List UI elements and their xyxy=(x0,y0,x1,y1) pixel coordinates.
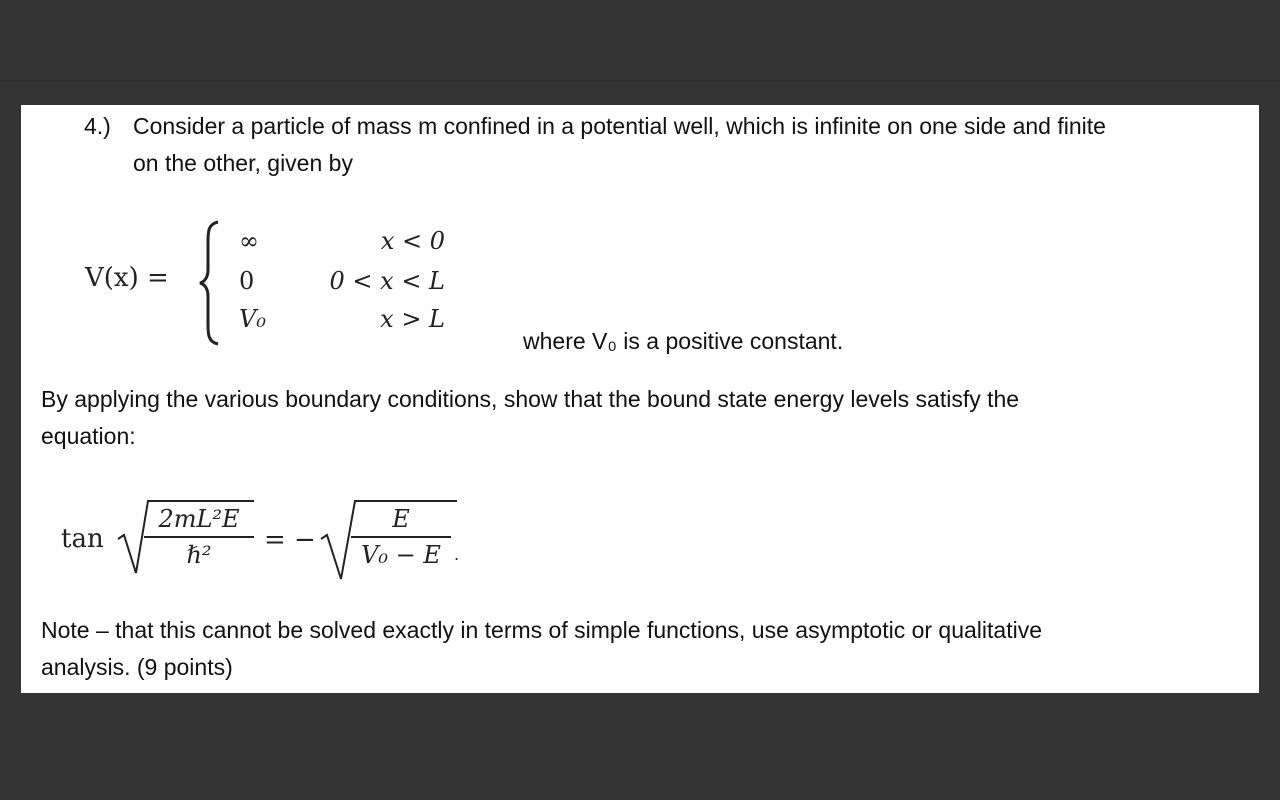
case-condition-2: 0 < x < L xyxy=(329,267,445,295)
case-value-zero: 0 xyxy=(239,267,255,295)
right-fraction-bar xyxy=(351,536,451,538)
left-numerator: 2mL²E xyxy=(158,505,240,533)
note-line-1: Note – that this cannot be solved exactly in terms of simple functions, use asymptotic or qualitative xyxy=(41,617,1042,643)
intro-line-1: Consider a particle of mass m confined in a potential well, which is infinite on one side and finite xyxy=(133,113,1106,139)
task-line-2: equation: xyxy=(41,423,136,449)
note-line-2: analysis. (9 points) xyxy=(41,654,233,680)
case-value-v0: V₀ xyxy=(239,305,266,333)
potential-lhs: V(x) = xyxy=(85,263,169,293)
equation-period: . xyxy=(454,545,460,564)
left-fraction-bar xyxy=(144,536,254,538)
case-value-infinity: ∞ xyxy=(239,227,259,255)
left-brace-icon xyxy=(198,218,222,348)
case-condition-3: x > L xyxy=(380,305,445,333)
task-line-1: By applying the various boundary conditions, show that the bound state energy levels satisfy the xyxy=(41,386,1020,412)
document-page xyxy=(21,105,1259,693)
right-denominator: V₀ − E xyxy=(361,540,441,569)
case-condition-1: x < 0 xyxy=(380,227,445,255)
equals-minus: = − xyxy=(264,525,316,555)
right-fraction xyxy=(351,505,451,569)
right-numerator: E xyxy=(392,505,410,533)
top-bar xyxy=(0,0,1280,81)
tan-function: tan xyxy=(61,524,104,554)
where-text: where V₀ is a positive constant. xyxy=(523,328,844,354)
question-number: 4.) xyxy=(84,113,111,139)
left-denominator: ℏ² xyxy=(186,540,212,569)
left-fraction xyxy=(144,505,254,569)
intro-line-2: on the other, given by xyxy=(133,150,353,176)
